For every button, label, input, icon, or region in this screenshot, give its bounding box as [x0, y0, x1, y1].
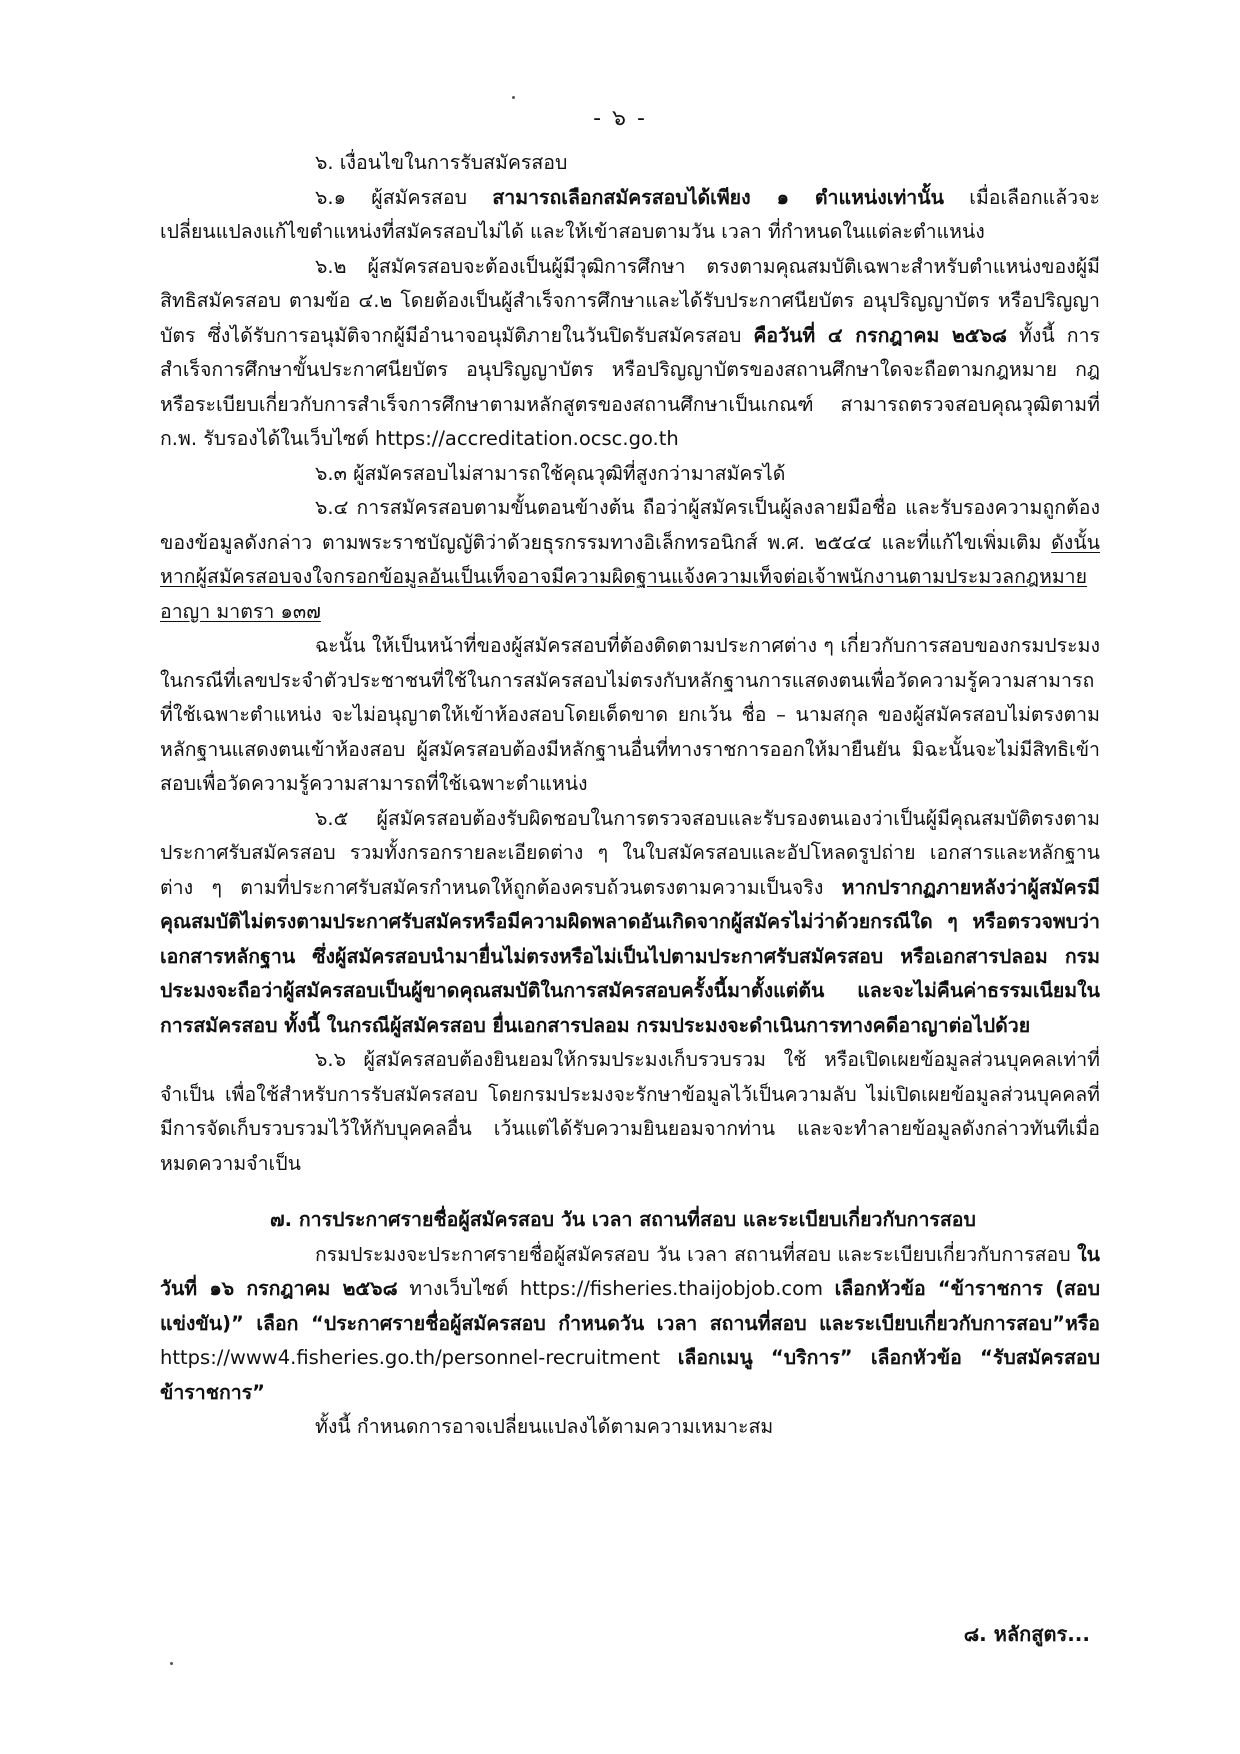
item-6-5-emphasis: หากปรากฏภายหลังว่าผู้สมัครมีคุณสมบัติไม่ตรงตามประกาศรับสมัครหรือมีความผิดพลาดอันเกิดจากผู้สมัครไม่ว่าด้วยกรณีใด ๆ หรือตรวจพบว่าเอกสารหลักฐาน ซึ่งผู้สมัครสอบนำมายื่นไม่ตรงหรือไม่เป็นไปตามประกาศรับสมัครสอบ หรือเอกสารปลอม กรมประมงจะถือว่าผู้สมัครสอบเป็นผู้ขาดคุณสมบัติในการสมัครสอบครั้งนี้มาตั้งแต่ต้น และจะไม่คืนค่าธรรมเนียมในการสมัครสอบ ทั้งนี้ ในกรณีผู้สมัครสอบ ยื่นเอกสารปลอม กรมประมงจะดำเนินการทางคดีอาญาต่อไปด้วย — [160, 875, 1100, 1037]
item-6-1: ๖.๑ ผู้สมัครสอบ สามารถเลือกสมัครสอบได้เพียง ๑ ตำแหน่งเท่านั้น เมื่อเลือกแล้วจะเปลี่ยนแปลงแก้ไขตำแหน่งที่สมัครสอบไม่ได้ และให้เข้าสอบตามวัน เวลา ที่กำหนดในแต่ละตำแหน่ง — [160, 185, 1101, 243]
scan-speck — [512, 96, 515, 99]
item-6-5: ๖.๕ ผู้สมัครสอบต้องรับผิดชอบในการตรวจสอบและรับรองตนเองว่าเป็นผู้มีคุณสมบัติตรงตามประกาศรับสมัครสอบ รวมทั้งกรอกรายละเอียดต่าง ๆ ในใบสมัครสอบและอัปโหลดรูปถ่าย เอกสารและหลักฐานต่าง ๆ ตามที่ประกาศรับสมัครกำหนดให้ถูกต้องครบถ้วนตรงตามความเป็นจริง หากปรากฏภายหลังว่าผู้สมัครมีคุณสมบัติไม่ตรงตามประกาศรับสมัครหรือมีความผิดพลาดอันเกิดจากผู้สมัครไม่ว่าด้วยกรณีใด ๆ หรือตรวจพบว่าเอกสารหลักฐาน ซึ่งผู้สมัครสอบนำมายื่นไม่ตรงหรือไม่เป็นไปตามประกาศรับสมัครสอบ หรือเอกสารปลอม กรมประมงจะถือว่าผู้สมัครสอบเป็นผู้ขาดคุณสมบัติในการสมัครสอบครั้งนี้มาตั้งแต่ต้น และจะไม่คืนค่าธรรมเนียมในการสมัครสอบ ทั้งนี้ ในกรณีผู้สมัครสอบ ยื่นเอกสารปลอม กรมประมงจะดำเนินการทางคดีอาญาต่อไปด้วย — [160, 806, 1100, 1037]
item-6-6: ๖.๖ ผู้สมัครสอบต้องยินยอมให้กรมประมงเก็บรวบรวม ใช้ หรือเปิดเผยข้อมูลส่วนบุคคลเท่าที่จำเป็น เพื่อใช้สำหรับการรับสมัครสอบ โดยกรมประมงจะรักษาข้อมูลไว้เป็นความลับ ไม่เปิดเผยข้อมูลส่วนบุคคลที่มีการจัดเก็บรวบรวมไว้ให้กับบุคคลอื่น เว้นแต่ได้รับความยินยอมจากท่าน และจะทำลายข้อมูลดังกล่าวทันทีเมื่อหมดความจำเป็น — [160, 1048, 1100, 1175]
section-6-heading: ๖. เงื่อนไขในการรับสมัครสอบ — [315, 151, 568, 174]
section-7-body: กรมประมงจะประกาศรายชื่อผู้สมัครสอบ วัน เวลา สถานที่สอบ และระเบียบเกี่ยวกับการสอบ ในวันที่ ๑๖ กรกฎาคม ๒๕๖๘ ทางเว็บไซต์ https://fisheries.thaijobjob.com เลือกหัวข้อ “ข้าราชการ (สอบแข่งขัน)” เลือก “ประกาศรายชื่อผู้สมัครสอบ กำหนดวัน เวลา สถานที่สอบ และระเบียบเกี่ยวกับการสอบ”หรือ https://www4.fisheries.go.th/personnel-recruitment เลือกเมนู “บริการ” เลือกหัวข้อ “รับสมัครสอบข้าราชการ” — [160, 1242, 1100, 1404]
scan-speck — [170, 1662, 173, 1665]
notice-paragraph: ฉะนั้น ให้เป็นหน้าที่ของผู้สมัครสอบที่ต้องติดตามประกาศต่าง ๆ เกี่ยวกับการสอบของกรมประมง ในกรณีที่เลขประจำตัวประชาชนที่ใช้ในการสมัครสอบไม่ตรงกับหลักฐานการแสดงตนเพื่อวัดความรู้ความสามารถที่ใช้เฉพาะตำแหน่ง จะไม่อนุญาตให้เข้าห้องสอบโดยเด็ดขาด ยกเว้น ชื่อ – นามสกุล ของผู้สมัครสอบไม่ตรงตามหลักฐานแสดงตนเข้าห้องสอบ ผู้สมัครสอบต้องมีหลักฐานอื่นที่ทางราชการออกให้มายืนยัน มิฉะนั้นจะไม่มีสิทธิเข้าสอบเพื่อวัดความรู้ความสามารถที่ใช้เฉพาะตำแหน่ง — [160, 634, 1100, 795]
document-body — [160, 146, 1100, 1445]
item-6-2-deadline: คือวันที่ ๔ กรกฎาคม ๒๕๖๘ — [753, 323, 1007, 347]
item-6-1-emphasis: สามารถเลือกสมัครสอบได้เพียง ๑ ตำแหน่งเท่านั้น — [492, 185, 944, 209]
section-7-heading: ๗. การประกาศรายชื่อผู้สมัครสอบ วัน เวลา สถานที่สอบ และระเบียบเกี่ยวกับการสอบ — [270, 1208, 976, 1231]
section-7-note: ทั้งนี้ กำหนดการอาจเปลี่ยนแปลงได้ตามความเหมาะสม — [315, 1415, 774, 1438]
item-6-2: ๖.๒ ผู้สมัครสอบจะต้องเป็นผู้มีวุฒิการศึกษา ตรงตามคุณสมบัติเฉพาะสำหรับตำแหน่งของผู้มีสิทธิสมัครสอบ ตามข้อ ๔.๒ โดยต้องเป็นผู้สำเร็จการศึกษาและได้รับประกาศนียบัตร อนุปริญญาบัตร หรือปริญญาบัตร ซึ่งได้รับการอนุมัติจากผู้มีอำนาจอนุมัติภายในวันปิดรับสมัครสอบ คือวันที่ ๔ กรกฎาคม ๒๕๖๘ ทั้งนี้ การสำเร็จการศึกษาขั้นประกาศนียบัตร อนุปริญญาบัตร หรือปริญญาบัตรของสถานศึกษาใดจะถือตามกฎหมาย กฎ หรือระเบียบเกี่ยวกับการสำเร็จการศึกษาตามหลักสูตรของสถานศึกษาเป็นเกณฑ์ สามารถตรวจสอบคุณวุฒิตามที่ ก.พ. รับรองได้ในเว็บไซต์ https://accreditation.ocsc.go.th — [160, 254, 1100, 450]
item-6-3: ๖.๓ ผู้สมัครสอบไม่สามารถใช้คุณวุฒิที่สูงกว่ามาสมัครได้ — [315, 461, 786, 485]
page-number: - ๖ - — [593, 106, 647, 131]
item-6-4-warning: ดังนั้น หากผู้สมัครสอบจงใจกรอกข้อมูลอันเป็นเท็จอาจมีความผิดฐานแจ้งความเท็จต่อเจ้าพนักงานตามประมวลกฎหมายอาญา มาตรา ๑๓๗ — [160, 530, 1100, 623]
item-6-4: ๖.๔ การสมัครสอบตามขั้นตอนข้างต้น ถือว่าผู้สมัครเป็นผู้ลงลายมือชื่อ และรับรองความถูกต้องของข้อมูลดังกล่าว ตามพระราชบัญญัติว่าด้วยธุรกรรมทางอิเล็กทรอนิกส์ พ.ศ. ๒๕๔๔ และที่แก้ไขเพิ่มเติม ดังนั้น หากผู้สมัครสอบจงใจกรอกข้อมูลอันเป็นเท็จอาจมีความผิดฐานแจ้งความเท็จต่อเจ้าพนักงานตามประมวลกฎหมายอาญา มาตรา ๑๓๗ — [160, 496, 1100, 623]
next-page-marker: ๘. หลักสูตร... — [963, 1622, 1090, 1646]
